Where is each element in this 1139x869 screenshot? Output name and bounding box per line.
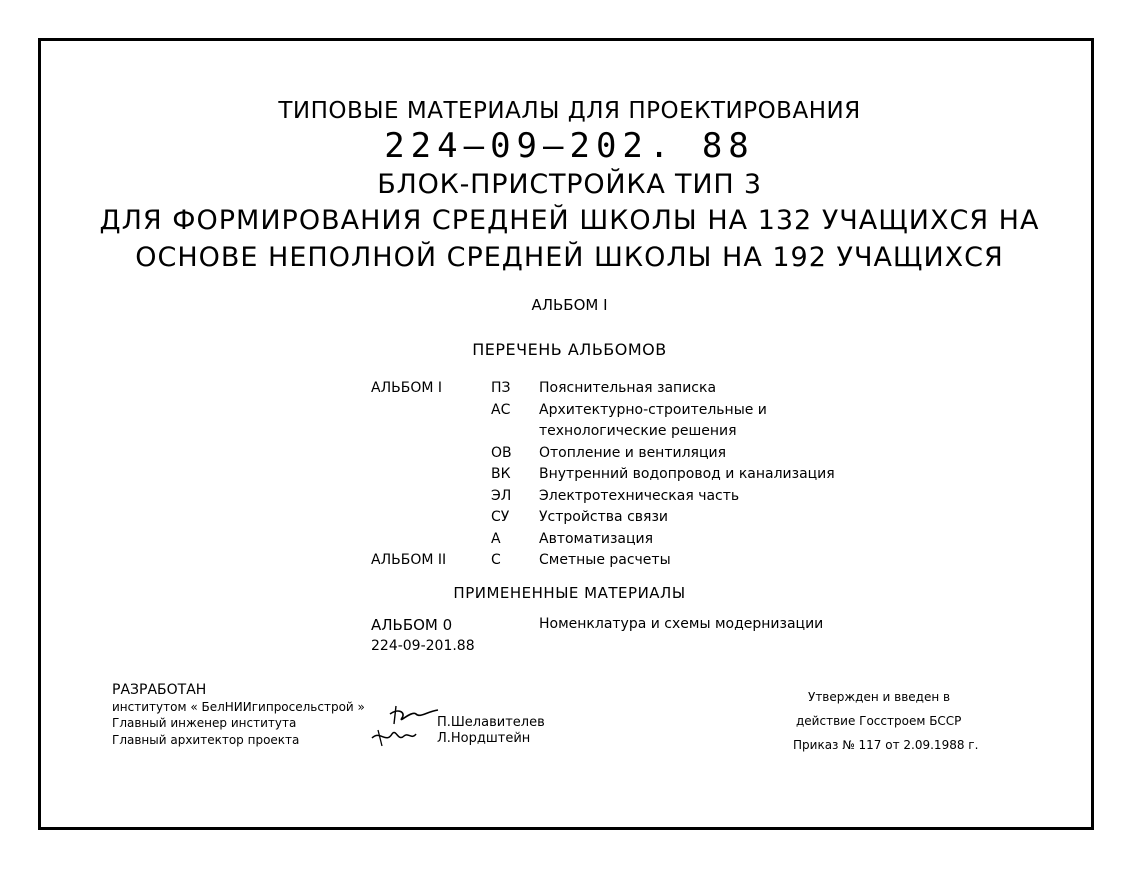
section-description: Электротехническая часть bbox=[539, 487, 740, 504]
applied-album: АЛЬБОМ 0 bbox=[371, 616, 453, 634]
section-description: Сметные расчеты bbox=[539, 552, 671, 568]
section-description: технологические решения bbox=[539, 423, 737, 439]
section-description: Устройства связи bbox=[539, 509, 668, 525]
applied-description: Номенклатура и схемы модернизации bbox=[539, 616, 824, 632]
section-description: Пояснительная записка bbox=[539, 380, 717, 396]
section-description: Автоматизация bbox=[539, 530, 654, 547]
approval-line-2: действие Госстроем БССР bbox=[796, 714, 962, 728]
header-line-3: БЛОК-ПРИСТРОЙКА ТИП 3 bbox=[377, 169, 762, 200]
section-code: СУ bbox=[491, 509, 510, 525]
section-code: ЭЛ bbox=[491, 487, 512, 504]
chief-architect-name: Л.Нордштейн bbox=[437, 731, 531, 746]
header-line-5: ОСНОВЕ НЕПОЛНОЙ СРЕДНЕЙ ШКОЛЫ НА 192 УЧАЩИХСЯ bbox=[135, 242, 1004, 273]
chief-engineer-role: Главный инженер института bbox=[112, 716, 297, 730]
header-line-4: ДЛЯ ФОРМИРОВАНИЯ СРЕДНЕЙ ШКОЛЫ НА 132 УЧАЩИХСЯ НА bbox=[99, 205, 1040, 236]
applied-code: 224-09-201.88 bbox=[371, 638, 475, 654]
section-description: Архитектурно-строительные и bbox=[539, 401, 767, 418]
approval-line-3: Приказ № 117 от 2.09.1988 г. bbox=[793, 738, 979, 752]
album-title: АЛЬБОМ I bbox=[531, 296, 608, 314]
section-code: С bbox=[491, 552, 501, 568]
approval-line-1: Утвержден и введен в bbox=[808, 690, 951, 704]
document-code: 224—09—202. 88 bbox=[384, 126, 755, 166]
section-code: А bbox=[491, 530, 501, 547]
signatures-icon bbox=[368, 700, 440, 755]
chief-engineer-name: П.Шелавителев bbox=[437, 715, 545, 730]
section-code: АС bbox=[491, 401, 511, 418]
section-code: ВК bbox=[491, 466, 511, 482]
album-cell: АЛЬБОМ I bbox=[371, 380, 442, 396]
developed-title: РАЗРАБОТАН bbox=[112, 682, 207, 698]
developed-institute: институтом « БелНИИгипросельстрой » bbox=[112, 700, 365, 714]
section-code: ПЗ bbox=[491, 380, 511, 396]
chief-architect-role: Главный архитектор проекта bbox=[112, 733, 300, 747]
section-description: Отопление и вентиляция bbox=[539, 444, 727, 461]
section-description: Внутренний водопровод и канализация bbox=[539, 466, 835, 482]
applied-materials-title: ПРИМЕНЕННЫЕ МАТЕРИАЛЫ bbox=[453, 584, 686, 602]
section-code: ОВ bbox=[491, 444, 512, 461]
album-cell: АЛЬБОМ II bbox=[371, 552, 447, 568]
album-list-title: ПЕРЕЧЕНЬ АЛЬБОМОВ bbox=[472, 340, 667, 359]
header-line-1: ТИПОВЫЕ МАТЕРИАЛЫ ДЛЯ ПРОЕКТИРОВАНИЯ bbox=[278, 98, 861, 124]
